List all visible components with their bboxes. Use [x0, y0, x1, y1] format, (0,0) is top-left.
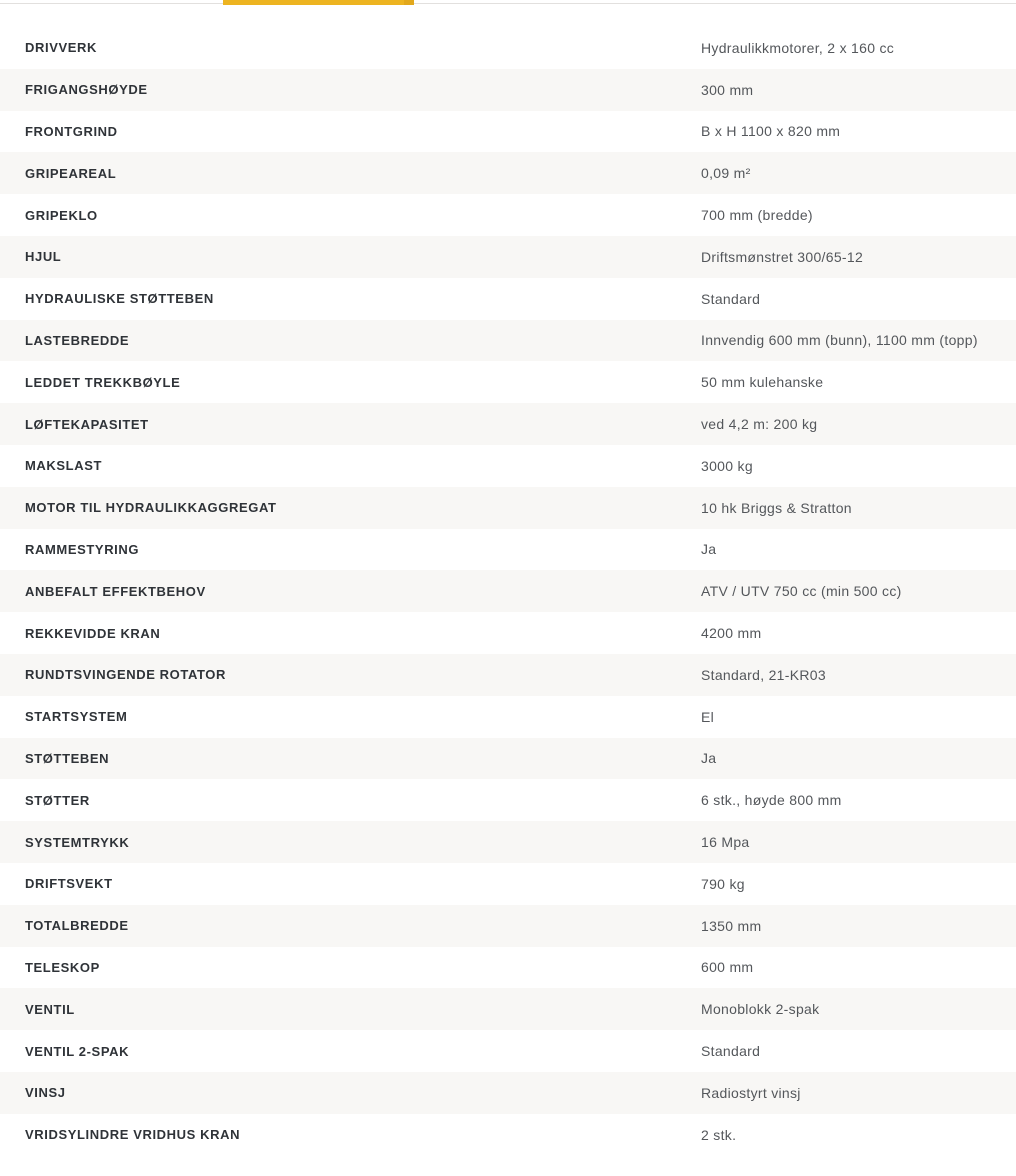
spec-value: Monoblokk 2-spak: [701, 1001, 820, 1018]
spec-value: Driftsmønstret 300/65-12: [701, 248, 864, 265]
spec-label: LASTEBREDDE: [25, 332, 130, 348]
spec-label: STØTTEBEN: [25, 750, 110, 766]
spec-label: TELESKOP: [25, 959, 100, 975]
spec-table-row: [0, 27, 1016, 69]
spec-value: 3000 kg: [701, 457, 753, 474]
spec-table-row: [0, 1114, 1016, 1156]
spec-label: LEDDET TREKKBØYLE: [25, 374, 181, 390]
spec-value: Standard: [701, 1043, 761, 1060]
spec-table-row: [0, 69, 1016, 111]
spec-value: 0,09 m²: [701, 165, 751, 182]
spec-value: Ja: [701, 541, 717, 558]
spec-value: 6 stk., høyde 800 mm: [701, 792, 842, 809]
spec-table-row: [0, 236, 1016, 278]
spec-table-row: [0, 111, 1016, 153]
spec-label: VINSJ: [25, 1085, 66, 1101]
spec-value: 300 mm: [701, 81, 754, 98]
spec-table-row: [0, 194, 1016, 236]
spec-label: MOTOR TIL HYDRAULIKKAGGREGAT: [25, 500, 277, 516]
active-tab-underline[interactable]: [223, 0, 414, 5]
spec-value: Innvendig 600 mm (bunn), 1100 mm (topp): [701, 332, 978, 349]
spec-value: ved 4,2 m: 200 kg: [701, 416, 818, 433]
spec-label: GRIPEAREAL: [25, 165, 117, 181]
spec-table-row: [0, 570, 1016, 612]
spec-value: Standard: [701, 290, 761, 307]
tabbar-bottom-divider: [0, 3, 1016, 4]
spec-value: 600 mm: [701, 959, 754, 976]
spec-table-row: [0, 947, 1016, 989]
spec-table-row: [0, 905, 1016, 947]
spec-label: REKKEVIDDE KRAN: [25, 625, 161, 641]
spec-table-row: [0, 361, 1016, 403]
active-tab-underline-tip: [404, 0, 414, 5]
spec-table-row: [0, 696, 1016, 738]
spec-table-row: [0, 988, 1016, 1030]
spec-label: VENTIL: [25, 1001, 75, 1017]
spec-value: 4200 mm: [701, 625, 762, 642]
spec-label: SYSTEMTRYKK: [25, 834, 130, 850]
spec-value: 1350 mm: [701, 917, 762, 934]
spec-label: MAKSLAST: [25, 458, 103, 474]
spec-table-row: [0, 487, 1016, 529]
spec-value: Standard, 21-KR03: [701, 666, 826, 683]
spec-table-row: [0, 654, 1016, 696]
spec-value: 2 stk.: [701, 1126, 737, 1143]
spec-label: STØTTER: [25, 792, 90, 808]
spec-table-row: [0, 529, 1016, 571]
spec-table-row: [0, 320, 1016, 362]
spec-value: ATV / UTV 750 cc (min 500 cc): [701, 583, 902, 600]
spec-label: DRIVVERK: [25, 40, 97, 56]
spec-value: 790 kg: [701, 875, 745, 892]
spec-label: RAMMESTYRING: [25, 541, 140, 557]
spec-value: Hydraulikkmotorer, 2 x 160 cc: [701, 39, 895, 56]
spec-value: Ja: [701, 750, 717, 767]
spec-label: FRIGANGSHØYDE: [25, 82, 148, 98]
specifications-table: [0, 27, 1016, 1156]
spec-label: LØFTEKAPASITET: [25, 416, 149, 432]
spec-label: ANBEFALT EFFEKTBEHOV: [25, 583, 206, 599]
spec-label: FRONTGRIND: [25, 123, 118, 139]
spec-table-row: [0, 821, 1016, 863]
spec-value: 50 mm kulehanske: [701, 374, 824, 391]
spec-table-row: [0, 1030, 1016, 1072]
spec-label: VENTIL 2-SPAK: [25, 1043, 130, 1059]
spec-label: DRIFTSVEKT: [25, 876, 113, 892]
spec-label: TOTALBREDDE: [25, 918, 129, 934]
spec-table-row: [0, 863, 1016, 905]
spec-label: HYDRAULISKE STØTTEBEN: [25, 291, 214, 307]
spec-value: 16 Mpa: [701, 834, 750, 851]
spec-table-row: [0, 1072, 1016, 1114]
spec-value: Radiostyrt vinsj: [701, 1084, 801, 1101]
spec-table-row: [0, 278, 1016, 320]
spec-label: STARTSYSTEM: [25, 709, 128, 725]
spec-value: 10 hk Briggs & Stratton: [701, 499, 852, 516]
spec-table-row: [0, 403, 1016, 445]
spec-table-row: [0, 738, 1016, 780]
spec-table-row: [0, 779, 1016, 821]
spec-table-row: [0, 152, 1016, 194]
spec-label: HJUL: [25, 249, 62, 265]
spec-table-row: [0, 612, 1016, 654]
spec-value: El: [701, 708, 715, 725]
spec-label: RUNDTSVINGENDE ROTATOR: [25, 667, 226, 683]
spec-label: GRIPEKLO: [25, 207, 98, 223]
spec-value: B x H 1100 x 820 mm: [701, 123, 841, 140]
spec-label: VRIDSYLINDRE VRIDHUS KRAN: [25, 1127, 241, 1143]
spec-table-row: [0, 445, 1016, 487]
spec-value: 700 mm (bredde): [701, 207, 813, 224]
